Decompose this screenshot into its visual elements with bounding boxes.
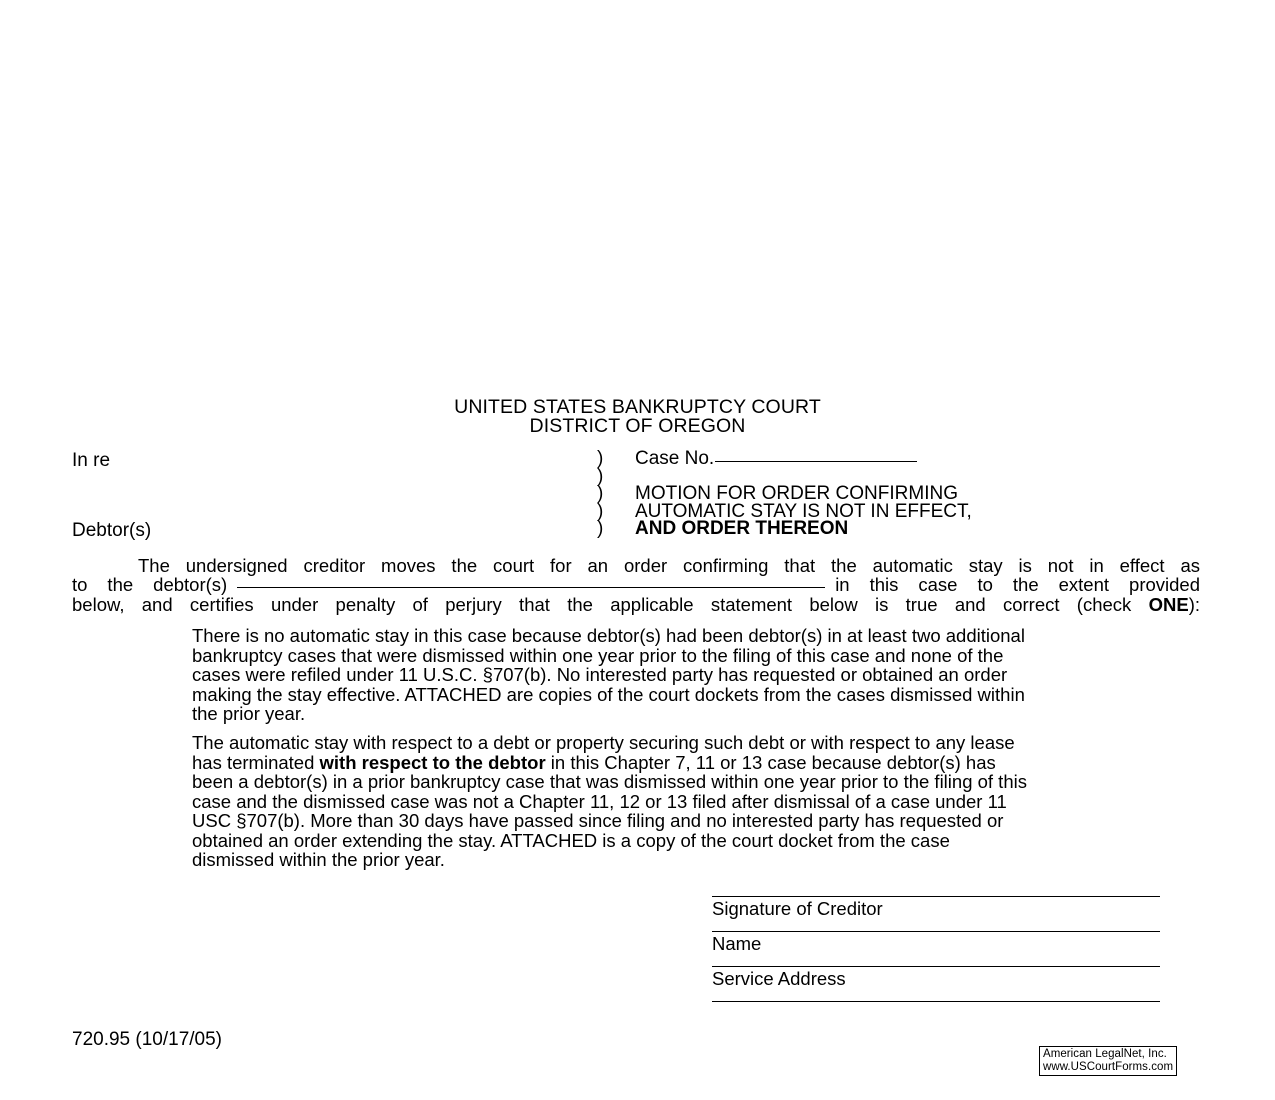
debtor-name-blank[interactable] — [237, 587, 825, 588]
option-one-line-1: There is no automatic stay in this case because debtor(s) had been debtor(s) in at least two additional — [192, 625, 1025, 646]
caption-paren: ) — [597, 483, 604, 505]
watermark-company: American LegalNet, Inc. — [1043, 1048, 1167, 1060]
option-two-line-6: obtained an order extending the stay. ATTACHED is a copy of the court docket from the case — [192, 829, 950, 851]
legalnet-watermark — [1039, 1046, 1177, 1076]
case-number-label: Case No. — [635, 448, 715, 469]
motion-title-line-3: AND ORDER THEREON — [635, 518, 849, 540]
check-one-emphasis: ONE — [1148, 593, 1189, 615]
option-one-line-3: cases were refiled under 11 U.S.C. §707(b). No interested party has requested or obtained an order — [192, 664, 1008, 685]
intro-line-3-suffix: ): — [1188, 593, 1200, 615]
option-two-line-2-prefix: has terminated — [192, 751, 320, 773]
intro-line-1 — [72, 556, 1200, 575]
case-number-row — [635, 450, 1195, 468]
case-caption — [72, 450, 1212, 548]
signature-of-creditor-label: Signature of Creditor — [712, 898, 883, 919]
signature-block — [712, 896, 1160, 1001]
with-respect-to-debtor-emphasis: with respect to the debtor — [319, 751, 546, 773]
option-two-line-5: USC §707(b). More than 30 days have passed since filing and no interested party has requested or — [192, 810, 1004, 831]
option-two-line-2-suffix: in this Chapter 7, 11 or 13 case because debtor(s) has — [545, 751, 996, 773]
debtors-label: Debtor(s) — [72, 520, 152, 541]
court-heading — [0, 398, 1275, 436]
option-two-line-2 — [192, 753, 1200, 773]
option-one-line-5: the prior year. — [192, 703, 306, 724]
court-district-line: DISTRICT OF OREGON — [529, 415, 746, 437]
name-label: Name — [712, 933, 762, 954]
intro-line-3 — [72, 595, 1200, 614]
intro-line-3-prefix: below, and certifies under penalty of perjury that the applicable statement below is true and correct (check — [72, 593, 1149, 615]
court-name-line: UNITED STATES BANKRUPTCY COURT — [454, 396, 821, 418]
case-number-blank[interactable] — [715, 461, 917, 462]
service-address-row — [712, 966, 1160, 1001]
caption-right-column — [635, 450, 1195, 538]
option-two-line-7: dismissed within the prior year. — [192, 849, 445, 870]
caption-paren: ) — [597, 465, 604, 487]
motion-title-line-1: MOTION FOR ORDER CONFIRMING — [635, 483, 958, 505]
option-two-line-3: been a debtor(s) in a prior bankruptcy case that was dismissed within one year prior to the filing of this — [192, 771, 1027, 792]
intro-line-2-suffix: in this case to the extent provided — [835, 574, 1200, 596]
intro-line-2-prefix: to the debtor(s) — [72, 574, 228, 596]
form-number: 720.95 (10/17/05) — [72, 1029, 223, 1050]
watermark-url: www.USCourtForms.com — [1043, 1060, 1174, 1073]
intro-line-2 — [72, 575, 1200, 594]
option-two-paragraph — [192, 733, 1200, 870]
option-one-line-2: bankruptcy cases that were dismissed within one year prior to the filing of this case and none of the — [192, 644, 1004, 666]
signature-row — [712, 896, 1160, 931]
option-two-line-1: The automatic stay with respect to a debt or property securing such debt or with respect to any lease — [192, 732, 1015, 753]
option-one-paragraph — [192, 626, 1200, 724]
caption-paren-column — [597, 450, 615, 538]
name-row — [712, 931, 1160, 966]
motion-title-line-2: AUTOMATIC STAY IS NOT IN EFFECT, — [635, 500, 972, 522]
intro-paragraph — [72, 556, 1200, 614]
option-two-line-4: case and the dismissed case was not a Chapter 11, 12 or 13 filed after dismissal of a case under 11 — [192, 790, 1007, 812]
option-one-line-4: making the stay effective. ATTACHED are copies of the court dockets from the cases dismissed within — [192, 683, 1025, 705]
caption-paren: ) — [597, 500, 604, 522]
in-re-label: In re — [72, 450, 111, 471]
service-address-line-2[interactable] — [712, 1001, 1160, 1002]
intro-line-1-text: The undersigned creditor moves the court for an order confirming that the automatic stay is not in effect as — [138, 555, 1200, 576]
caption-paren: ) — [597, 518, 604, 540]
caption-paren: ) — [597, 448, 604, 469]
service-address-label: Service Address — [712, 968, 846, 989]
